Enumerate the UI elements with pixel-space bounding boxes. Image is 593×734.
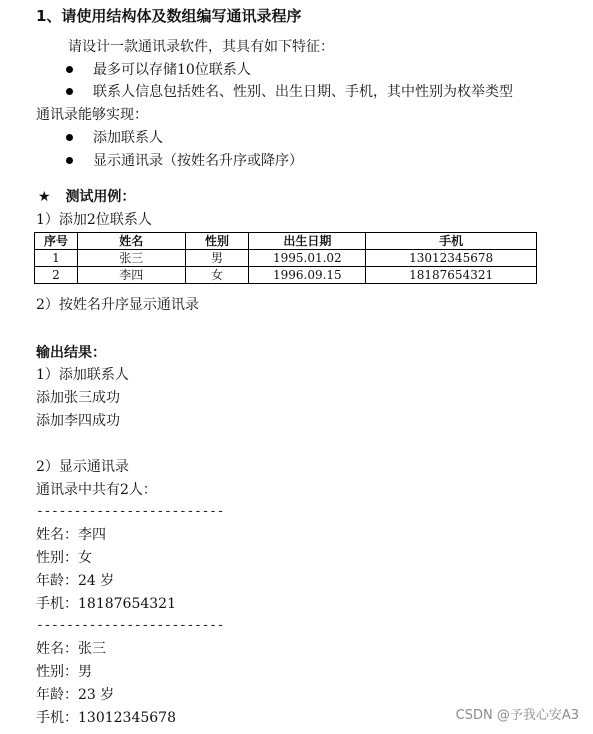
bullet-icon: [66, 66, 73, 73]
csdn-watermark: CSDN @予我心安A3: [455, 708, 579, 723]
output-heading: 输出结果：: [36, 345, 106, 361]
table-cell: 女: [185, 267, 249, 284]
output-line: 添加张三成功: [36, 390, 120, 406]
capabilities-label: 通讯录能够实现：: [36, 107, 148, 123]
document-title: 1、请使用结构体及数组编写通讯录程序: [36, 7, 302, 25]
table-cell: 张三: [77, 250, 185, 267]
table-cell: 1: [35, 250, 78, 267]
column-header-phone: 手机: [366, 233, 537, 250]
record-name: 姓名：李四: [36, 527, 106, 543]
output-count-line: 通讯录中共有2人：: [36, 482, 157, 498]
output-separator: -------------------------: [36, 504, 225, 519]
test-step-1: 1）添加2位联系人: [36, 212, 152, 228]
bullet-icon: [66, 88, 73, 95]
table-cell: 1995.01.02: [249, 250, 366, 267]
output-section-1: 1）添加联系人: [36, 367, 129, 383]
output-section-2: 2）显示通讯录: [36, 459, 129, 475]
capability-item: 添加联系人: [93, 130, 163, 146]
record-phone: 手机：18187654321: [36, 596, 176, 612]
feature-item: 联系人信息包括姓名、性别、出生日期、手机，其中性别为枚举类型: [93, 84, 513, 100]
output-separator: -------------------------: [36, 618, 225, 633]
record-phone: 手机：13012345678: [36, 710, 176, 726]
column-header-gender: 性别: [185, 233, 249, 250]
table-cell: 18187654321: [366, 267, 537, 284]
table-header-row: [35, 233, 537, 250]
table-row: [35, 250, 537, 267]
test-step-2: 2）按姓名升序显示通讯录: [36, 297, 199, 313]
star-icon: ★: [38, 189, 51, 205]
test-case-heading-text: 测试用例：: [65, 189, 136, 205]
bullet-icon: [66, 134, 73, 141]
column-header-name: 姓名: [77, 233, 185, 250]
table-cell: 男: [185, 250, 249, 267]
table-row: [35, 267, 537, 284]
record-age: 年龄：24 岁: [36, 573, 115, 589]
intro-text: 请设计一款通讯录软件，其具有如下特征：: [68, 39, 334, 55]
bullet-icon: [66, 157, 73, 164]
test-case-heading: [38, 188, 135, 206]
table-cell: 1996.09.15: [249, 267, 366, 284]
record-gender: 性别：女: [36, 550, 92, 566]
column-header-birthdate: 出生日期: [249, 233, 366, 250]
record-gender: 性别：男: [36, 664, 92, 680]
output-line: 添加李四成功: [36, 413, 120, 429]
record-name: 姓名：张三: [36, 641, 106, 657]
table-cell: 13012345678: [366, 250, 537, 267]
table-cell: 2: [35, 267, 78, 284]
table-cell: 李四: [77, 267, 185, 284]
contacts-table: [34, 232, 537, 284]
feature-item: 最多可以存储10位联系人: [93, 62, 251, 78]
record-age: 年龄：23 岁: [36, 687, 115, 703]
column-header-index: 序号: [35, 233, 78, 250]
capability-item: 显示通讯录（按姓名升序或降序）: [93, 153, 303, 169]
